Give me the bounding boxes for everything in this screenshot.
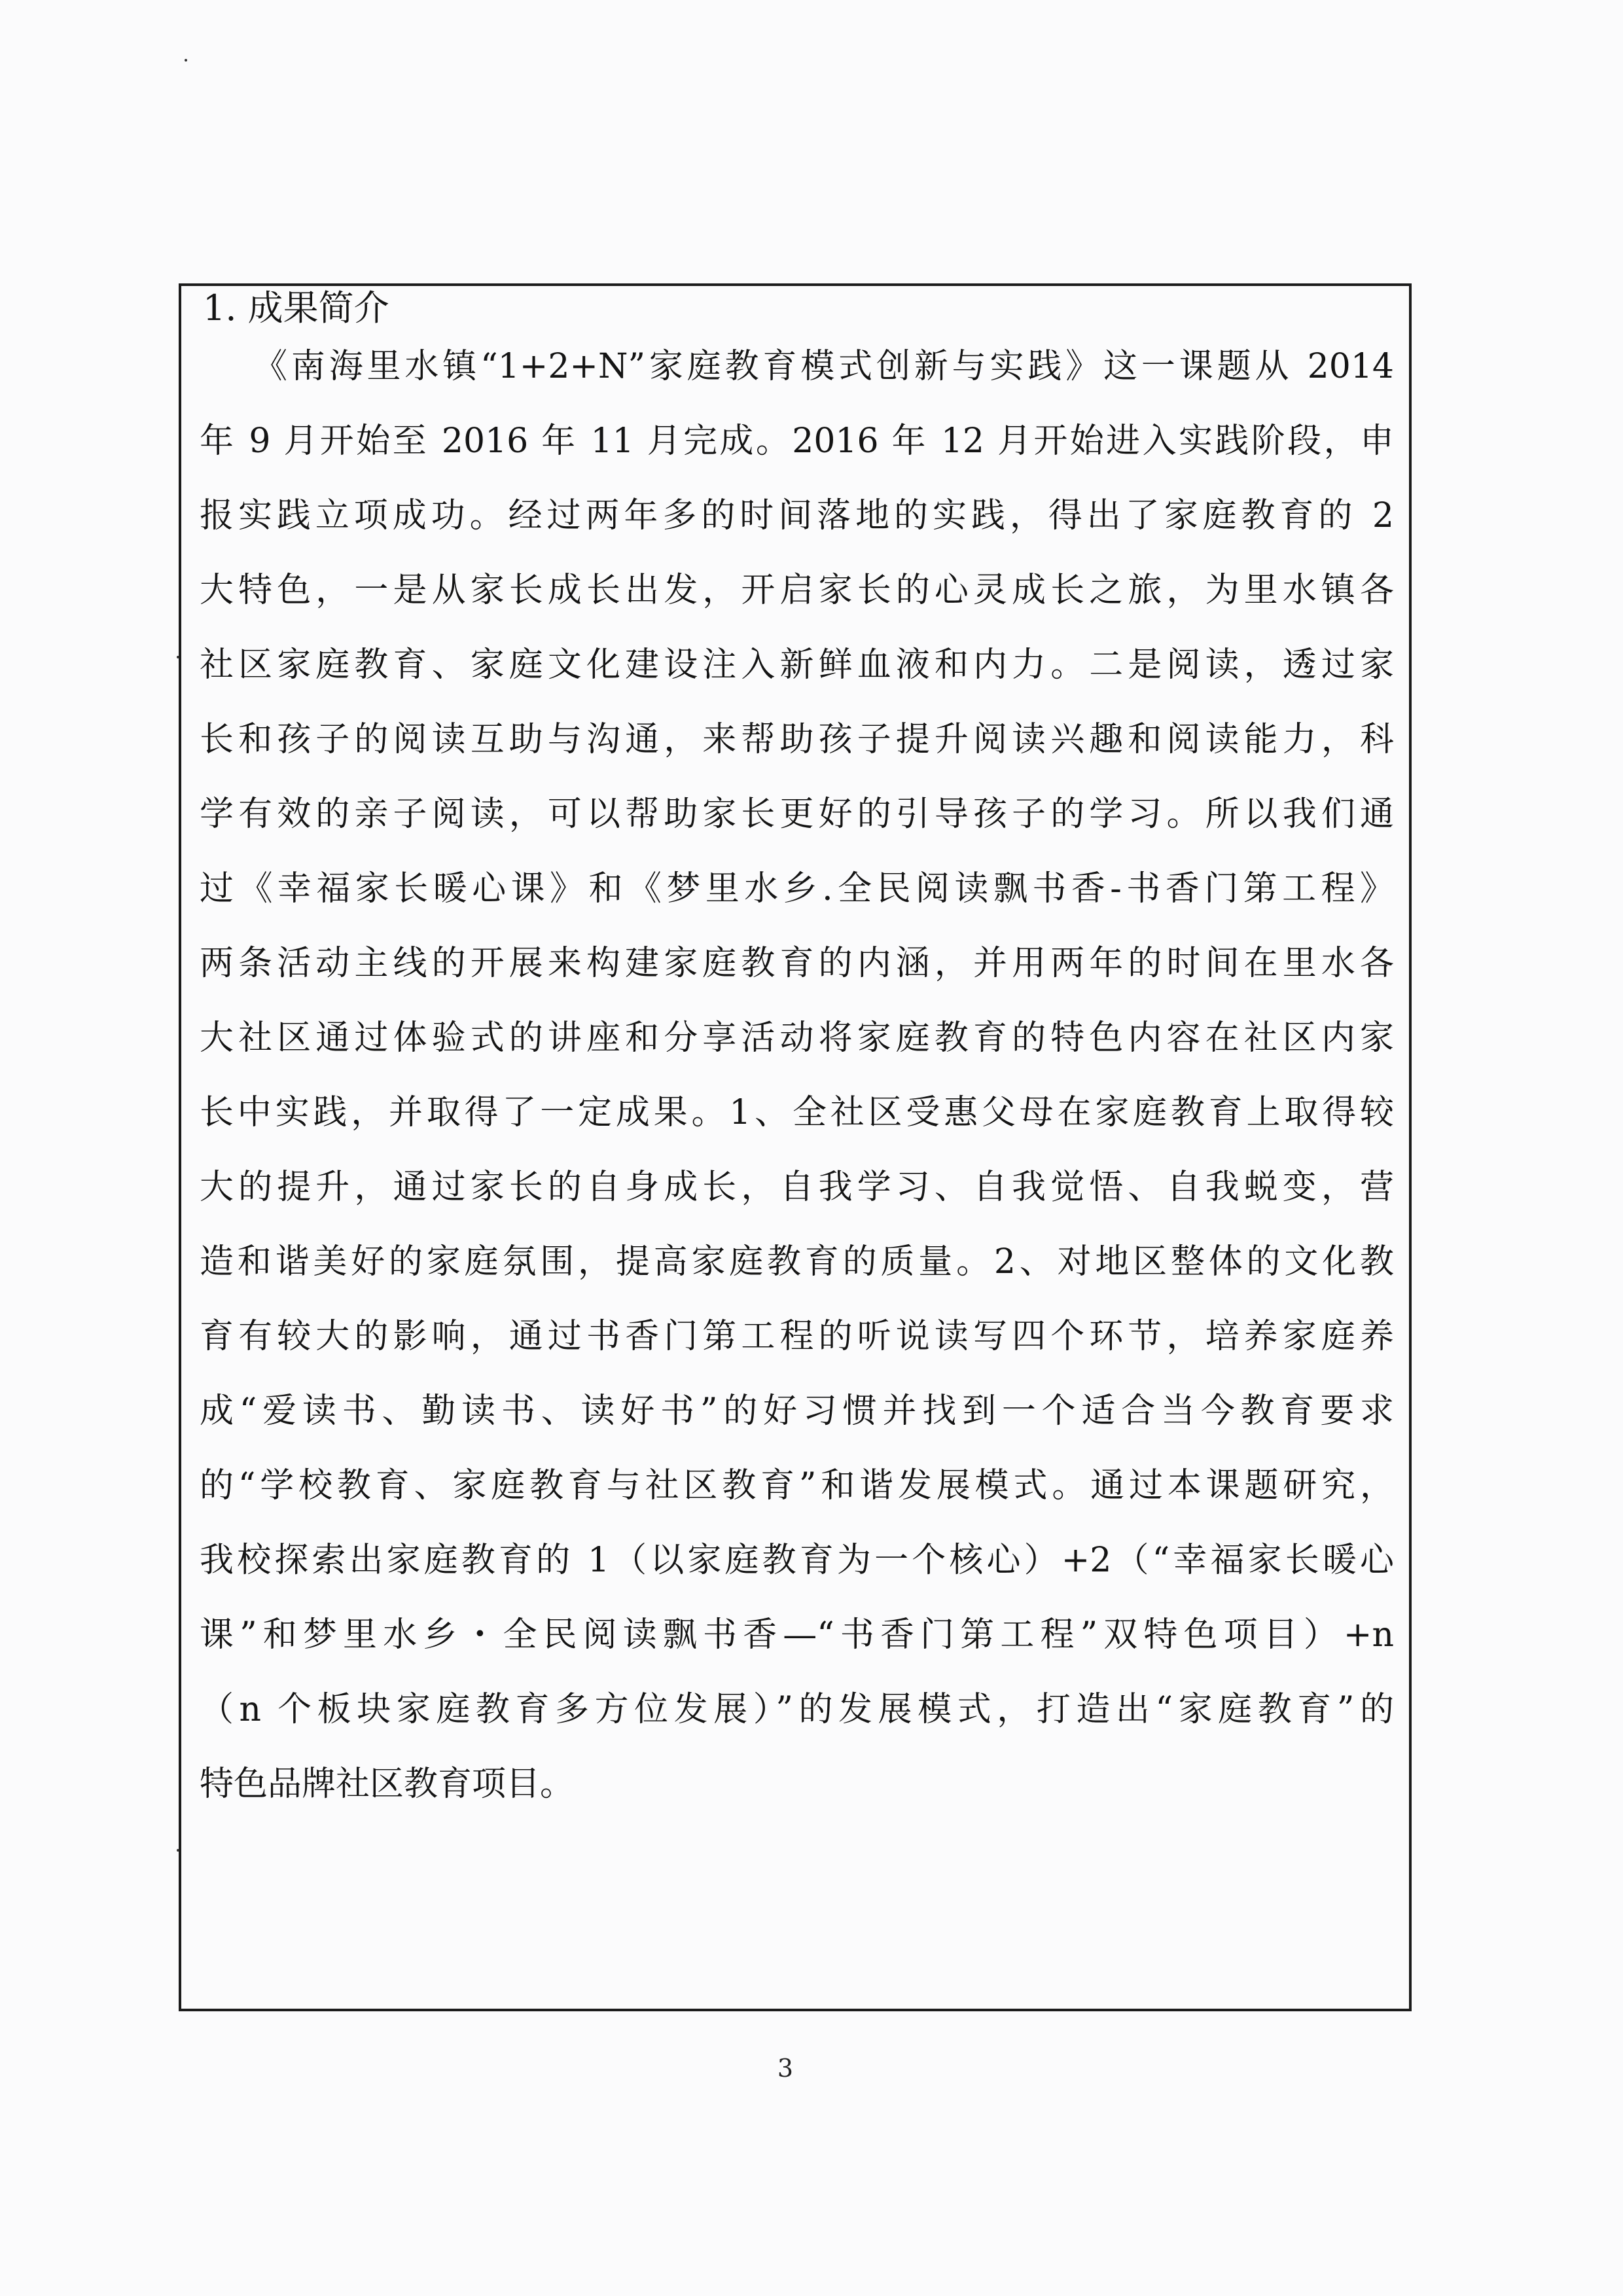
summary-line: 过《幸福家长暖心课》和《梦里水乡.全民阅读飘书香-书香门第工程》 [200,869,1394,908]
summary-line: 育有较大的影响，通过书香门第工程的听说读写四个环节，培养家庭养 [200,1317,1394,1356]
summary-line: 大的提升，通过家长的自身成长，自我学习、自我觉悟、自我蜕变，营 [200,1168,1394,1207]
summary-line: 课”和梦里水乡・全民阅读飘书香—“书香门第工程”双特色项目）+n [200,1615,1394,1655]
summary-line: 大社区通过体验式的讲座和分享活动将家庭教育的特色内容在社区内家 [200,1018,1394,1058]
summary-line: 成“爱读书、勤读书、读好书”的好习惯并找到一个适合当今教育要求 [200,1391,1394,1431]
section-heading: 1. 成果简介 [203,287,389,329]
summary-body [200,329,1394,1821]
summary-line: 特色品牌社区教育项目。 [200,1765,575,1804]
summary-line: 学有效的亲子阅读，可以帮助家长更好的引导孩子的学习。所以我们通 [200,795,1394,834]
summary-line: 造和谐美好的家庭氛围，提高家庭教育的质量。2、对地区整体的文化教 [200,1242,1394,1282]
summary-line: 《南海里水镇“1+2+N”家庭教育模式创新与实践》这一课题从 2014 [253,347,1394,386]
summary-line: 长中实践，并取得了一定成果。1、全社区受惠父母在家庭教育上取得较 [200,1093,1394,1132]
summary-line: 的“学校教育、家庭教育与社区教育”和谐发展模式。通过本课题研究， [200,1466,1394,1505]
summary-line: 大特色，一是从家长成长出发，开启家长的心灵成长之旅，为里水镇各 [200,571,1394,610]
summary-line: 报实践立项成功。经过两年多的时间落地的实践，得出了家庭教育的 2 [200,496,1394,535]
scan-speck [185,59,187,62]
summary-line: 社区家庭教育、家庭文化建设注入新鲜血液和内力。二是阅读，透过家 [200,645,1394,685]
page-number: 3 [777,2054,794,2083]
summary-line: 年 9 月开始至 2016 年 11 月完成。2016 年 12 月开始进入实践阶段，申 [200,422,1394,461]
summary-line: 我校探索出家庭教育的 1（以家庭教育为一个核心）+2（“幸福家长暖心 [200,1541,1394,1580]
summary-line: 两条活动主线的开展来构建家庭教育的内涵，并用两年的时间在里水各 [200,944,1394,983]
summary-line: （n 个板块家庭教育多方位发展）”的发展模式，打造出“家庭教育”的 [200,1690,1394,1729]
summary-line: 长和孩子的阅读互助与沟通，来帮助孩子提升阅读兴趣和阅读能力，科 [200,720,1394,759]
